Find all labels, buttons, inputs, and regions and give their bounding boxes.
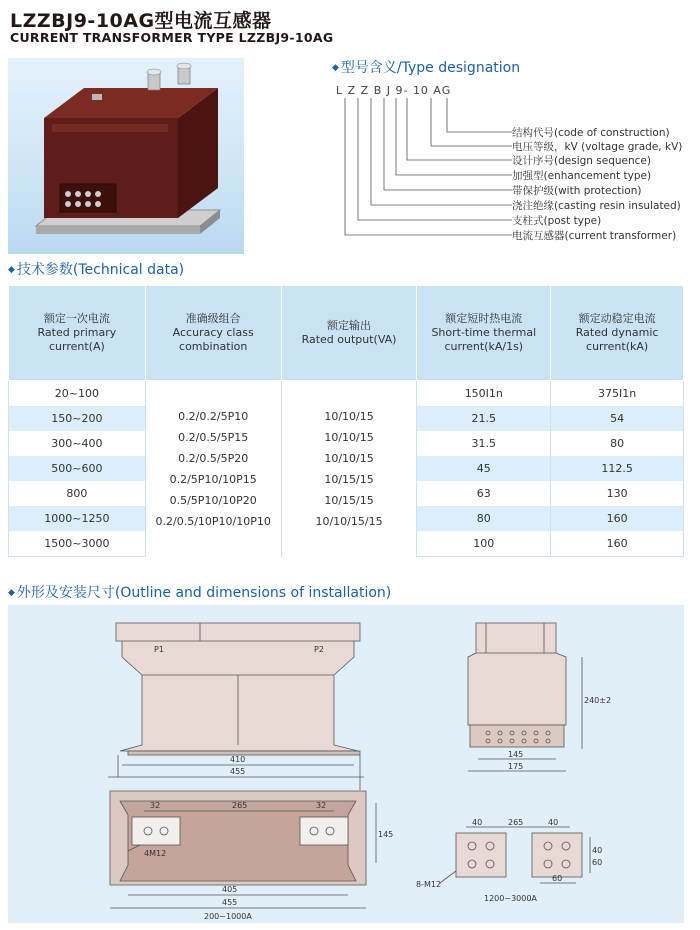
cell-thermal: 100	[417, 531, 551, 557]
transformer-illustration	[8, 58, 244, 254]
table-header-row	[9, 286, 684, 381]
dim-145-vertical: 145	[378, 830, 394, 839]
designation-leader-lines	[330, 96, 520, 241]
technical-heading: ◆ 技术参数(Technical data)	[8, 262, 185, 278]
dim-455-bottom: 455	[222, 898, 238, 907]
dim-40-right: 40	[548, 818, 559, 827]
col-header: 额定短时热电流 Short-time thermal current(kA/1s)	[417, 286, 551, 381]
cell-dynamic: 160	[551, 506, 684, 531]
dim-60: 60	[552, 874, 563, 883]
cell-thermal: 63	[417, 481, 551, 506]
cell-primary: 1500~3000	[9, 531, 146, 557]
designation-item: 设计序号(design sequence)	[512, 155, 651, 167]
dim-60-vertical: 60	[592, 858, 603, 867]
dim-405: 405	[222, 885, 238, 894]
dim-32-right: 32	[316, 801, 327, 810]
cell-thermal: 80	[417, 506, 551, 531]
dim-410: 410	[230, 755, 246, 764]
designation-item: 带保护级(with protection)	[512, 185, 642, 197]
designation-item: 电压等级，kV (voltage grade, kV)	[512, 141, 683, 153]
label-p1: P1	[154, 645, 164, 654]
outline-drawing	[8, 605, 684, 923]
cell-dynamic: 375I1n	[551, 381, 684, 407]
outline-heading: ◆ 外形及安装尺寸(Outline and dimensions of installation)	[8, 585, 392, 601]
cell-thermal: 45	[417, 456, 551, 481]
type-code: L Z Z B J 9- 10 AG	[336, 84, 452, 97]
cell-thermal: 21.5	[417, 406, 551, 431]
designation-item: 浇注绝缘(casting resin insulated)	[512, 200, 681, 212]
col-header: 额定输出 Rated output(VA)	[281, 286, 417, 381]
dim-40-vertical: 40	[592, 846, 603, 855]
cell-dynamic: 80	[551, 431, 684, 456]
label-p2: P2	[314, 645, 324, 654]
cell-accuracy: 0.2/0.2/5P10 0.2/0.5/5P15 0.2/0.5/5P20 0.2/5P10/10P15 0.5/5P10/10P20 0.2/0.5/10P10/10P10	[145, 381, 281, 557]
dim-455: 455	[230, 767, 246, 776]
dim-32-left: 32	[150, 801, 161, 810]
cell-dynamic: 130	[551, 481, 684, 506]
designation-item: 结构代号(code of construction)	[512, 127, 670, 139]
cell-primary: 1000~1250	[9, 506, 146, 531]
page-subtitle: CURRENT TRANSFORMER TYPE LZZBJ9-10AG	[10, 30, 334, 45]
designation-item: 加强型(enhancement type)	[512, 170, 652, 182]
page-title: LZZBJ9-10AG型电流互感器	[10, 10, 272, 32]
dimension-drawing	[8, 605, 684, 923]
col-header: 额定一次电流 Rated primary current(A)	[9, 286, 146, 381]
cell-output: 10/10/15 10/10/15 10/10/15 10/15/15 10/15/15 10/10/15/15	[281, 381, 417, 557]
product-photo	[8, 58, 244, 254]
cell-primary: 20~100	[9, 381, 146, 407]
col-header: 准确级组合 Accuracy class combination	[145, 286, 281, 381]
cell-dynamic: 160	[551, 531, 684, 557]
caption-200-1000a: 200~1000A	[204, 912, 252, 921]
cell-dynamic: 112.5	[551, 456, 684, 481]
cell-thermal: 31.5	[417, 431, 551, 456]
designation-item: 电流互感器(current transformer)	[512, 230, 677, 242]
designation-heading: ◆ 型号含义/Type designation	[332, 60, 521, 76]
cell-primary: 500~600	[9, 456, 146, 481]
cell-primary: 150~200	[9, 406, 146, 431]
label-4m12: 4M12	[144, 849, 167, 858]
technical-table	[8, 285, 684, 557]
cell-primary: 800	[9, 481, 146, 506]
cell-primary: 300~400	[9, 431, 146, 456]
dim-145: 145	[508, 750, 524, 759]
dim-240: 240±2	[584, 696, 612, 705]
designation-item: 支柱式(post type)	[512, 215, 602, 227]
table-row	[9, 381, 684, 407]
cell-thermal: 150I1n	[417, 381, 551, 407]
dim-40-left: 40	[472, 818, 483, 827]
dim-265-small: 265	[508, 818, 524, 827]
col-header: 额定动稳定电流 Rated dynamic current(kA)	[551, 286, 684, 381]
label-8m12: 8-M12	[416, 880, 442, 889]
dim-175: 175	[508, 762, 524, 771]
dim-265: 265	[232, 801, 248, 810]
caption-1200-3000a: 1200~3000A	[484, 894, 537, 903]
cell-dynamic: 54	[551, 406, 684, 431]
